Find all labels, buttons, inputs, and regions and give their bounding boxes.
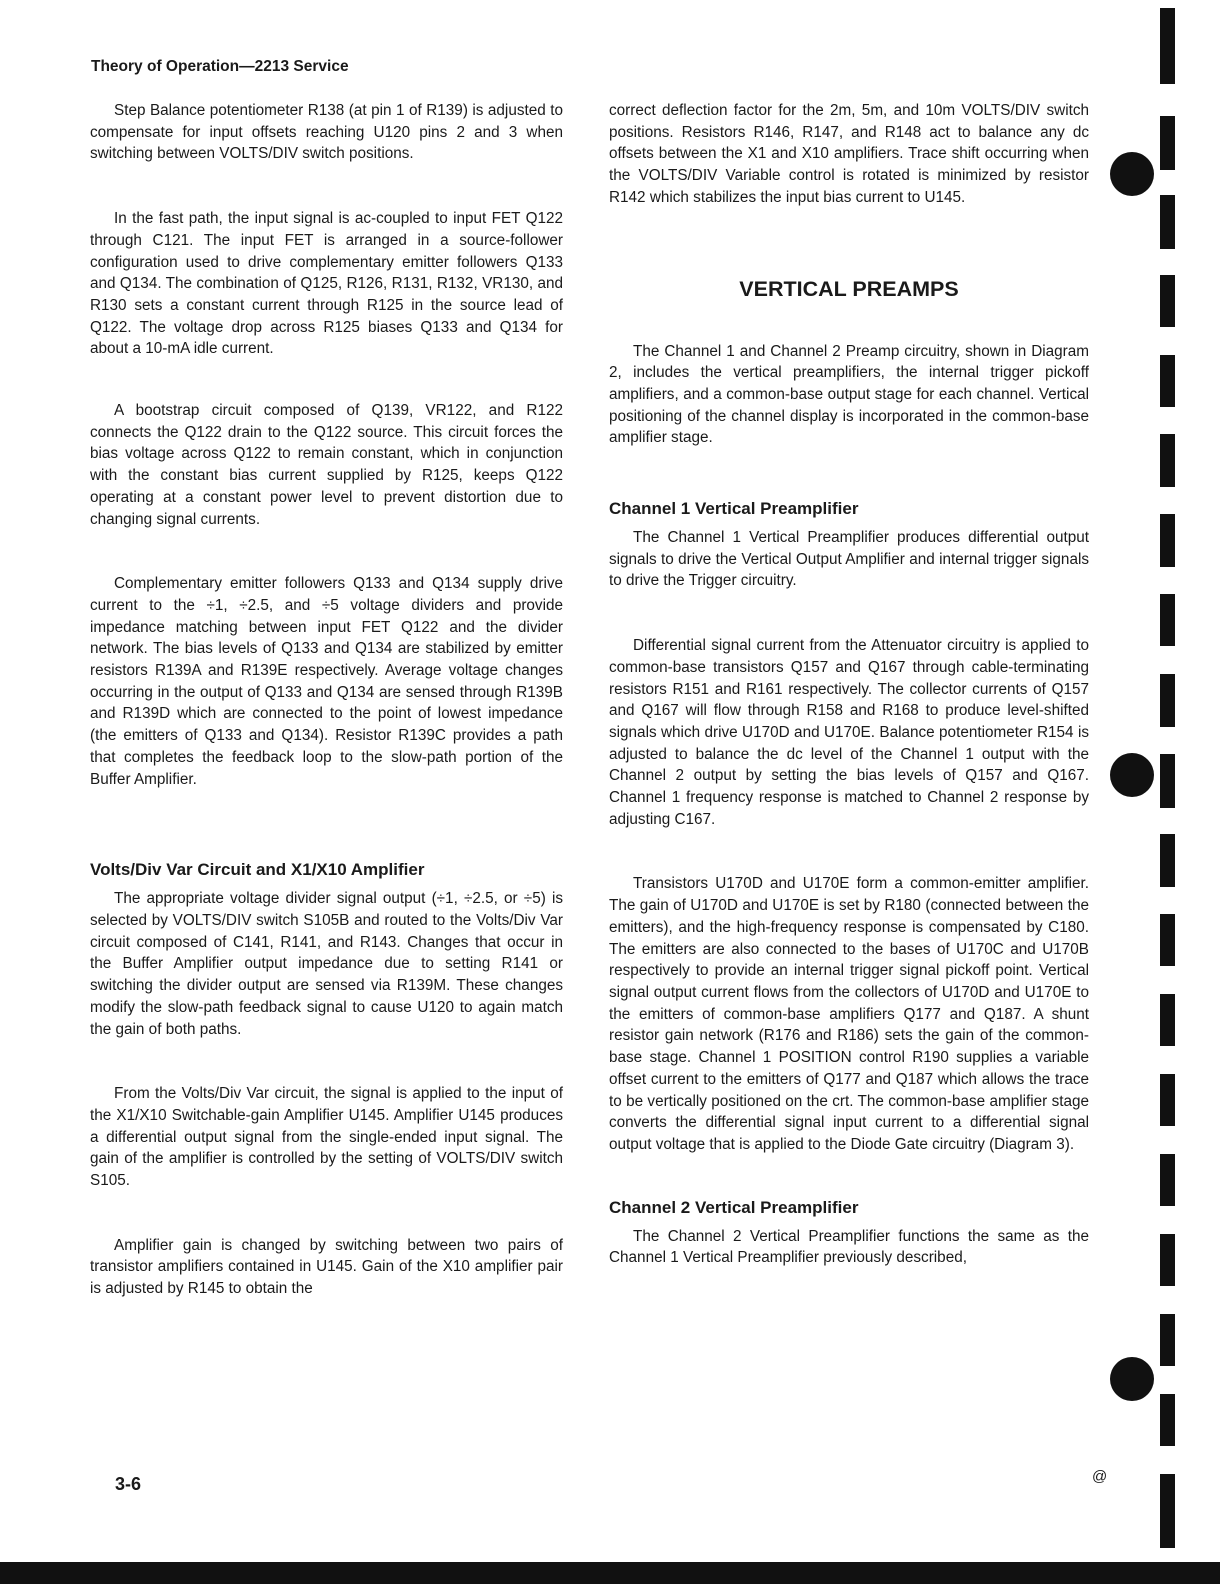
- margin-bar: [1160, 1474, 1175, 1548]
- running-header: Theory of Operation—2213 Service: [91, 58, 349, 75]
- binder-hole-bottom: [1110, 1357, 1154, 1401]
- margin-bar: [1160, 1234, 1175, 1286]
- margin-bar: [1160, 994, 1175, 1046]
- paragraph-deflection-factor: correct deflection factor for the 2m, 5m, and 10m VOLTS/DIV switch positions. Resistors R146, R147, and R148 act to balance any dc offsets between the X1 and X10 amplifiers. Trace shift occurring when the VOLTS/DIV Variable control is rotated is minimized by resistor R142 which stabilizes the input bias current to U145.: [609, 102, 1089, 206]
- paragraph-channel-2-preamp: The Channel 2 Vertical Preamplifier functions the same as the Channel 1 Vertical Preamplifier previously described,: [609, 1227, 1089, 1267]
- margin-bar: [1160, 195, 1175, 249]
- paragraph-emitter-followers: Complementary emitter followers Q133 and Q134 supply drive current to the ÷1, ÷2.5, and ÷5 voltage dividers and provide impedance matching between input FET Q122 and the divider network. The bias levels of Q133 and Q134 are stabilized by emitter resistors R139A and R139E respectively. Average voltage changes occurring in the output of Q133 and Q134 are sensed through R139B and R139D which are connected to the point of lowest impedance (the emitters of Q133 and Q134). Resistor R139C provides a path that completes the feedback loop to the slow-path portion of the Buffer Amplifier.: [90, 575, 563, 788]
- paragraph-channel-1-outputs: The Channel 1 Vertical Preamplifier produces differential output signals to drive the Vertical Output Amplifier and internal trigger signals to drive the Trigger circuitry.: [609, 529, 1089, 590]
- left-column: [90, 100, 563, 1300]
- margin-bar: [1160, 754, 1175, 808]
- margin-bar: [1160, 275, 1175, 327]
- margin-bar: [1160, 8, 1175, 84]
- margin-bar: [1160, 116, 1175, 170]
- margin-bar: [1160, 834, 1175, 887]
- margin-bar: [1160, 1074, 1175, 1126]
- paragraph-bootstrap: A bootstrap circuit composed of Q139, VR122, and R122 connects the Q122 drain to the Q122 source. This circuit forces the bias voltage across Q122 to remain constant, which in conjunction with the constant bias current supplied by R125, keeps Q122 operating at a constant power level to prevent distortion due to changing signal currents.: [90, 402, 563, 528]
- paragraph-amplifier-gain: Amplifier gain is changed by switching between two pairs of transistor amplifiers contained in U145. Gain of the X10 amplifier pair is adjusted by R145 to obtain the: [90, 1236, 563, 1298]
- section-heading-vertical-preamps: VERTICAL PREAMPS: [739, 276, 959, 301]
- margin-bar: [1160, 1394, 1175, 1446]
- subheading-volts-div-var: Volts/Div Var Circuit and X1/X10 Amplifier: [90, 860, 425, 880]
- paragraph-preamp-overview: The Channel 1 and Channel 2 Preamp circuitry, shown in Diagram 2, includes the vertical preamplifiers, the internal trigger pickoff amplifiers, and a common-base output stage for each channel. Vertical positioning of the channel display is incorporated in the common-base amplifier stage.: [609, 342, 1089, 447]
- paragraph-common-emitter: Transistors U170D and U170E form a common-emitter amplifier. The gain of U170D and U170E is set by R180 (connected between the emitters), and the high-frequency response is compensated by C180. The emitters are also connected to the bases of U170C and U170B respectively to provide an internal trigger signal pickoff point. Vertical signal output current flows from the collectors of U170D and U170E to the emitters of common-base amplifiers Q177 and Q187. A shunt resistor gain network (R176 and R186) sets the gain of the common-base stage. Channel 1 POSITION control R190 supplies a variable offset current to the emitters of Q177 and Q187 which allows the trace to be vertically positioned on the crt. The common-base amplifier stage converts the differential signal input current to a differential signal output voltage that is applied to the Diode Gate circuitry (Diagram 3).: [609, 875, 1089, 1153]
- margin-bar: [1160, 674, 1175, 727]
- binder-hole-top: [1110, 152, 1154, 196]
- bottom-edge: [0, 1562, 1220, 1584]
- margin-bar: [1160, 1314, 1175, 1366]
- right-column: [609, 100, 1089, 1269]
- margin-bar: [1160, 514, 1175, 567]
- subheading-channel-1-preamp: Channel 1 Vertical Preamplifier: [609, 499, 859, 519]
- page-number: 3-6: [115, 1474, 142, 1494]
- margin-bar: [1160, 1154, 1175, 1206]
- margin-bar: [1160, 594, 1175, 646]
- footer-mark: @: [1092, 1468, 1108, 1485]
- paragraph-step-balance: Step Balance potentiometer R138 (at pin 1 of R139) is adjusted to compensate for input offsets reaching U120 pins 2 and 3 when switching between VOLTS/DIV switch positions.: [90, 102, 563, 163]
- margin-bar: [1160, 355, 1175, 407]
- paragraph-fast-path: In the fast path, the input signal is ac-coupled to input FET Q122 through C121. The input FET is arranged in a source-follower configuration used to drive complementary emitter followers Q133 and Q134. The combination of Q125, R126, R131, R132, VR130, and R130 sets a constant current through R125 in the source lead of Q122. The voltage drop across R125 biases Q133 and Q134 for about a 10-mA idle current.: [90, 210, 563, 358]
- margin-bar: [1160, 914, 1175, 966]
- paragraph-divider-output: The appropriate voltage divider signal output (÷1, ÷2.5, or ÷5) is selected by VOLTS/DIV switch S105B and routed to the Volts/Div Var circuit composed of C141, R141, and R143. Changes that occur in the Buffer Amplifier output impedance due to setting R141 or switching the divider output are sensed via R139M. These changes modify the slow-path feedback signal to cause U120 to again match the gain of both paths.: [90, 890, 563, 1038]
- binder-hole-middle: [1110, 753, 1154, 797]
- subheading-channel-2-preamp: Channel 2 Vertical Preamplifier: [609, 1197, 859, 1217]
- paragraph-differential-current: Differential signal current from the Attenuator circuitry is applied to common-base transistors Q157 and Q167 through cable-terminating resistors R151 and R161 respectively. The collector currents of Q157 and Q167 will flow through R158 and R168 to produce level-shifted signals which drive U170D and U170E. Balance potentiometer R154 is adjusted to balance the dc level of the Channel 1 output with the Channel 2 output by setting the bias levels of Q157 and Q167. Channel 1 frequency response is matched to Channel 2 response by adjusting C167.: [609, 637, 1089, 828]
- margin-bar: [1160, 434, 1175, 487]
- paragraph-switchable-gain: From the Volts/Div Var circuit, the signal is applied to the input of the X1/X10 Switchable-gain Amplifier U145. Amplifier U145 produces a differential output signal from the single-ended input signal. The gain of the amplifier is controlled by the setting of VOLTS/DIV switch S105.: [90, 1085, 563, 1190]
